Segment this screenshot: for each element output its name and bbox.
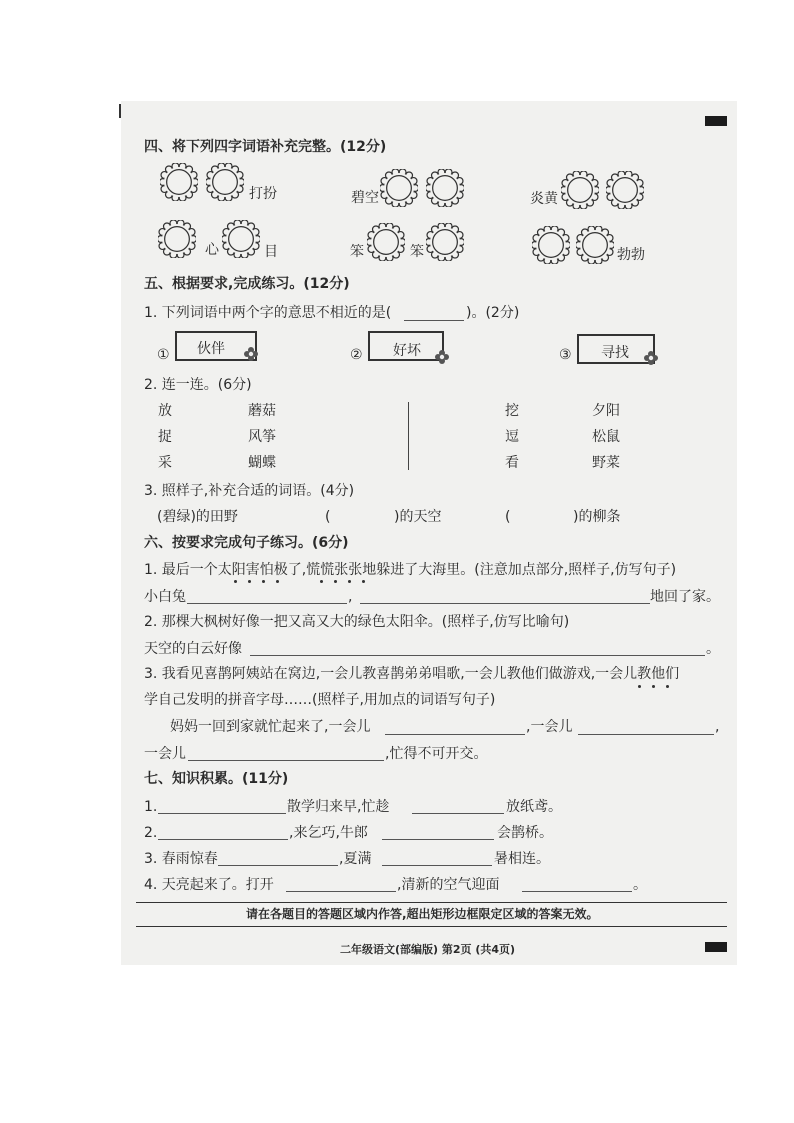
match-left-verb: 放 bbox=[158, 403, 172, 419]
idiom4-char1: 心 bbox=[205, 242, 219, 258]
s5-q1-text: 1. 下列词语中两个字的意思不相近的是( bbox=[144, 305, 392, 321]
answer-circle-blank[interactable] bbox=[426, 169, 464, 207]
answer-circle-blank[interactable] bbox=[561, 171, 599, 209]
s6-q3-blank1[interactable] bbox=[385, 734, 525, 735]
s6-q2-end: 。 bbox=[706, 641, 720, 657]
answer-circle-blank[interactable] bbox=[367, 223, 405, 261]
match-right-verb: 逗 bbox=[505, 429, 519, 445]
answer-area-border bbox=[136, 902, 727, 903]
section6-heading: 六、按要求完成句子练习。(6分) bbox=[144, 535, 349, 551]
s5-q3-text: 3. 照样子,补充合适的词语。(4分) bbox=[144, 483, 355, 499]
answer-circle-blank[interactable] bbox=[576, 226, 614, 264]
answer-circle-blank[interactable] bbox=[158, 220, 196, 258]
s5-q3-c-open: ( bbox=[505, 509, 511, 525]
s7-q1-blank1[interactable] bbox=[158, 813, 286, 814]
s7-q4-blank2[interactable] bbox=[522, 891, 632, 892]
s6-q3-line2: 学自己发明的拼音字母……(照样子,用加点的词语写句子) bbox=[144, 692, 496, 708]
flower-icon bbox=[644, 351, 658, 365]
s6-q1-blank2[interactable] bbox=[360, 603, 650, 604]
idiom5-char2: 笨 bbox=[410, 244, 424, 260]
answer-area-notice: 请在各题目的答题区域内作答,超出矩形边框限定区域的答案无效。 bbox=[246, 907, 599, 921]
s6-q3-line1: 3. 我看见喜鹊阿姨站在窝边,一会儿教喜鹊弟弟唱歌,一会儿教他们做游戏,一会儿教他们 bbox=[144, 666, 680, 682]
option2-number: ② bbox=[350, 347, 363, 363]
s5-q3-b-close: )的天空 bbox=[394, 509, 442, 525]
idiom6-suffix: 勃勃 bbox=[617, 247, 645, 263]
match-right-noun: 野菜 bbox=[592, 455, 620, 471]
s6-q2-blank[interactable] bbox=[250, 655, 705, 656]
s7-q2-blank1[interactable] bbox=[158, 839, 288, 840]
s7-q1-end: 放纸鸢。 bbox=[506, 799, 562, 815]
match-divider bbox=[408, 402, 409, 470]
answer-circle-blank[interactable] bbox=[606, 171, 644, 209]
s7-q4-start: 4. 天亮起来了。打开 bbox=[144, 877, 274, 893]
s6-q1-end: 地回了家。 bbox=[650, 589, 720, 605]
match-right-noun: 夕阳 bbox=[592, 403, 620, 419]
s7-q3-end: 暑相连。 bbox=[494, 851, 550, 867]
alignment-mark-top bbox=[705, 116, 727, 126]
flower-icon bbox=[435, 350, 449, 364]
match-left-verb: 捉 bbox=[158, 429, 172, 445]
match-right-verb: 挖 bbox=[505, 403, 519, 419]
answer-circle-blank[interactable] bbox=[222, 220, 260, 258]
s6-q3-blank3[interactable] bbox=[188, 760, 384, 761]
s7-q3-mid: ,夏满 bbox=[339, 851, 372, 867]
option3-word: 寻找 bbox=[601, 345, 629, 361]
s6-q2-text: 2. 那棵大枫树好像一把又高又大的绿色太阳伞。(照样子,仿写比喻句) bbox=[144, 614, 570, 630]
s5-q3-b-open: ( bbox=[325, 509, 331, 525]
s6-q1-start: 小白兔 bbox=[144, 589, 186, 605]
s7-q4-mid: ,清新的空气迎面 bbox=[397, 877, 500, 893]
idiom3-prefix: 炎黄 bbox=[530, 191, 558, 207]
section7-heading: 七、知识积累。(11分) bbox=[144, 771, 289, 787]
page-edge-mark bbox=[119, 104, 121, 118]
s7-q2-blank2[interactable] bbox=[382, 839, 494, 840]
s6-q3-next: 一会儿 bbox=[144, 746, 186, 762]
flower-icon bbox=[244, 347, 258, 361]
option1-word: 伙伴 bbox=[197, 341, 225, 357]
s7-q4-end: 。 bbox=[633, 877, 647, 893]
match-left-noun: 蝴蝶 bbox=[248, 455, 276, 471]
s5-q3-example: (碧绿)的田野 bbox=[157, 509, 238, 525]
match-right-noun: 松鼠 bbox=[592, 429, 620, 445]
s6-q3-start: 妈妈一回到家就忙起来了,一会儿 bbox=[170, 719, 371, 735]
match-left-verb: 采 bbox=[158, 455, 172, 471]
idiom5-char1: 笨 bbox=[350, 244, 364, 260]
s7-q3-start: 3. 春雨惊春 bbox=[144, 851, 218, 867]
option1-number: ① bbox=[157, 347, 170, 363]
answer-circle-blank[interactable] bbox=[380, 169, 418, 207]
option3-number: ③ bbox=[559, 347, 572, 363]
s7-q1-mid: 散学归来早,忙趁 bbox=[287, 799, 390, 815]
idiom4-char2: 目 bbox=[264, 244, 278, 260]
s6-q2-start: 天空的白云好像 bbox=[144, 641, 242, 657]
s5-q1-end: )。(2分) bbox=[466, 305, 520, 321]
s6-q1-text: 1. 最后一个太阳害怕极了,慌慌张张地躲进了大海里。(注意加点部分,照样子,仿写句子) bbox=[144, 562, 677, 578]
s6-q1-blank1[interactable] bbox=[187, 603, 347, 604]
alignment-mark-bottom bbox=[705, 942, 727, 952]
s7-q2-num: 2. bbox=[144, 825, 158, 841]
s7-q4-blank1[interactable] bbox=[286, 891, 396, 892]
page-footer: 二年级语文(部编版) 第2页 (共4页) bbox=[340, 943, 516, 956]
s5-q2-text: 2. 连一连。(6分) bbox=[144, 377, 252, 393]
match-left-noun: 风筝 bbox=[248, 429, 276, 445]
answer-circle-blank[interactable] bbox=[532, 226, 570, 264]
section4-heading: 四、将下列四字词语补充完整。(12分) bbox=[144, 139, 387, 155]
s5-q1-answer-blank[interactable] bbox=[404, 320, 464, 321]
section5-heading: 五、根据要求,完成练习。(12分) bbox=[144, 276, 350, 292]
s6-q1-comma: , bbox=[348, 589, 353, 605]
s6-q3-comma: , bbox=[715, 719, 720, 735]
match-left-noun: 蘑菇 bbox=[248, 403, 276, 419]
s7-q3-blank2[interactable] bbox=[382, 865, 492, 866]
idiom2-prefix: 碧空 bbox=[351, 190, 379, 206]
match-right-verb: 看 bbox=[505, 455, 519, 471]
s7-q3-blank1[interactable] bbox=[218, 865, 338, 866]
answer-circle-blank[interactable] bbox=[160, 163, 198, 201]
s7-q2-mid: ,来乞巧,牛郎 bbox=[289, 825, 368, 841]
answer-area-border bbox=[136, 926, 727, 927]
s6-q3-end: ,忙得不可开交。 bbox=[385, 746, 488, 762]
answer-circle-blank[interactable] bbox=[206, 163, 244, 201]
s6-q3-mid: ,一会儿 bbox=[526, 719, 573, 735]
s7-q1-num: 1. bbox=[144, 799, 158, 815]
option2-word: 好坏 bbox=[393, 343, 421, 359]
idiom1-suffix: 打扮 bbox=[249, 186, 277, 202]
s7-q1-blank2[interactable] bbox=[412, 813, 504, 814]
s5-q3-c-close: )的柳条 bbox=[573, 509, 621, 525]
s6-q3-blank2[interactable] bbox=[578, 734, 714, 735]
s7-q2-end: 会鹊桥。 bbox=[497, 825, 553, 841]
answer-circle-blank[interactable] bbox=[426, 223, 464, 261]
